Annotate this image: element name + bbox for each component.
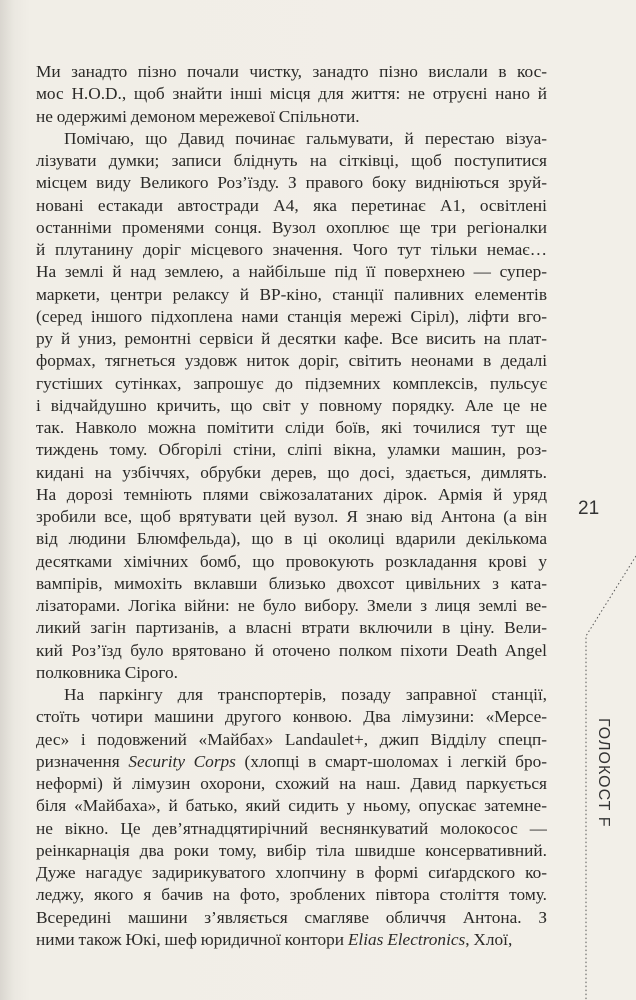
italic-term: Security Corps [128, 751, 236, 771]
text-line: тиждень тому. Обгорілі стіни, сліпі вікна, уламки машин, роз- [36, 440, 547, 460]
text-line: кий Роз’їзд було врятовано й оточено полком піхоти Death Angel [36, 640, 547, 660]
text-line: полковника Сірого. [36, 662, 178, 682]
text-line: вампірів, мимохіть вклавши близько двохсот цивільних з ката- [36, 573, 547, 593]
text-line: реінкарнація два роки тому, вибір тіла швидше консервативний. [36, 840, 547, 860]
text-line: маркети, центри релаксу й ВР-кіно, станції паливних елементів [36, 284, 547, 304]
text-line: Ми занадто пізно почали чистку, занадто пізно вислали в кос- [36, 62, 547, 81]
text-line: леджу, якого я бачив на фото, зроблених півтора століття тому. [36, 885, 547, 905]
text-line: від людини Блюмфельда), що в ці околиці вдарили декількома [36, 529, 547, 549]
text-line: густіших сутінках, запрошує до підземних комплексів, пульсує [36, 373, 547, 393]
text-line: кидані на узбіччях, обрубки дерев, що досі, здається, димлять. [36, 462, 547, 482]
text-line: зробили все, щоб врятувати цей вузол. Я знаю від Антона (а він [36, 507, 547, 526]
text-line: На паркінгу для транспортерів, позаду заправної станції, [64, 685, 547, 704]
text-line: Всередині машини з’являється смагляве обличчя Антона. З [36, 907, 547, 927]
text-line: місцем виду Великого Роз’їзду. З правого боку видніються зруй- [36, 173, 547, 193]
text-line: На землі й над землею, а найбільше під її поверхнею — супер- [36, 262, 547, 282]
text-line: десятками хімічних бомб, що провокують розкладання крові у [36, 551, 547, 571]
page-number: 21 [578, 498, 600, 519]
text-line: лізувати думки; записи бліднуть на сітківці, щоб поступитися [36, 151, 547, 170]
text-line: На дорозі темніють плями свіжозалатаних дірок. Армія й уряд [36, 484, 547, 504]
text-line: лізаторами. Логіка війни: не було вибору. Змели з лиця землі ве- [36, 596, 547, 615]
text-line: формах, тягнеться уздовж ниток доріг, світить неонами в дедалі [36, 351, 547, 371]
text-line: мос H.O.D., щоб знайти інші місця для життя: не отруєні нано й [36, 84, 547, 104]
text-line: неформі) й лімузин охорони, схожий на наш. Давид паркується [36, 774, 547, 793]
text-line: так. Навколо можна помітити сліди боїв, які точилися тут ще [36, 418, 547, 437]
running-title: ГОЛОКОСТ F [595, 718, 612, 828]
text-segment: ними також Юкі, шеф юридичної контори [36, 929, 348, 949]
paragraph [36, 61, 547, 128]
italic-term: Elias Electronics [347, 929, 466, 949]
text-line: стоїть чотири машини другого конвою. Два лімузини: «Мерсе- [36, 707, 547, 727]
text-line: Помічаю, що Давид починає гальмувати, й перестаю візуа- [64, 128, 547, 148]
text-line: новані естакади автостради A4, яка перетинає A1, освітлені [36, 195, 547, 215]
text-line: біля «Майбаха», й батько, який сидить у ньому, опускає затемне- [36, 796, 547, 816]
paragraph [36, 128, 547, 684]
text-line [36, 929, 547, 951]
text-segment: ризначення [36, 751, 129, 771]
text-line: останніми променями сонця. Вузол охоплює ще три регіоналки [36, 217, 547, 237]
body-text [36, 61, 547, 951]
text-line: дес» і подовжений «Майбах» Landaulet+, джип Відділу спецп- [36, 729, 547, 749]
text-line: ру й униз, ремонтні сервіси й десятки кафе. Все висить на плат- [36, 329, 547, 348]
paragraph [36, 684, 547, 951]
text-line: й плутанину доріг місцевого значення. Чого тут тільки немає… [36, 240, 547, 259]
text-segment: , Хлої, [465, 929, 513, 949]
text-line: ликий загін партизанів, а власні втрати включили в ціну. Вели- [36, 618, 547, 638]
text-line: не одержимі демоном мережевої Спільноти. [36, 106, 360, 126]
text-line: і відчайдушно кричить, що світ у повному порядку. Але це не [36, 395, 547, 415]
text-line: Дуже нагадує задирикуватого хлопчину в формі сиґардского ко- [36, 863, 547, 882]
text-line [36, 751, 547, 773]
text-line: не вікно. Це дев’ятнадцятирічний веснянкуватий молокосос — [36, 818, 547, 838]
text-line: (серед іншого підхоплена нами станція мережі Сіріл), ліфти вго- [36, 306, 547, 326]
text-segment: (хлопці в смарт-шоломах і легкій бро- [235, 751, 547, 771]
